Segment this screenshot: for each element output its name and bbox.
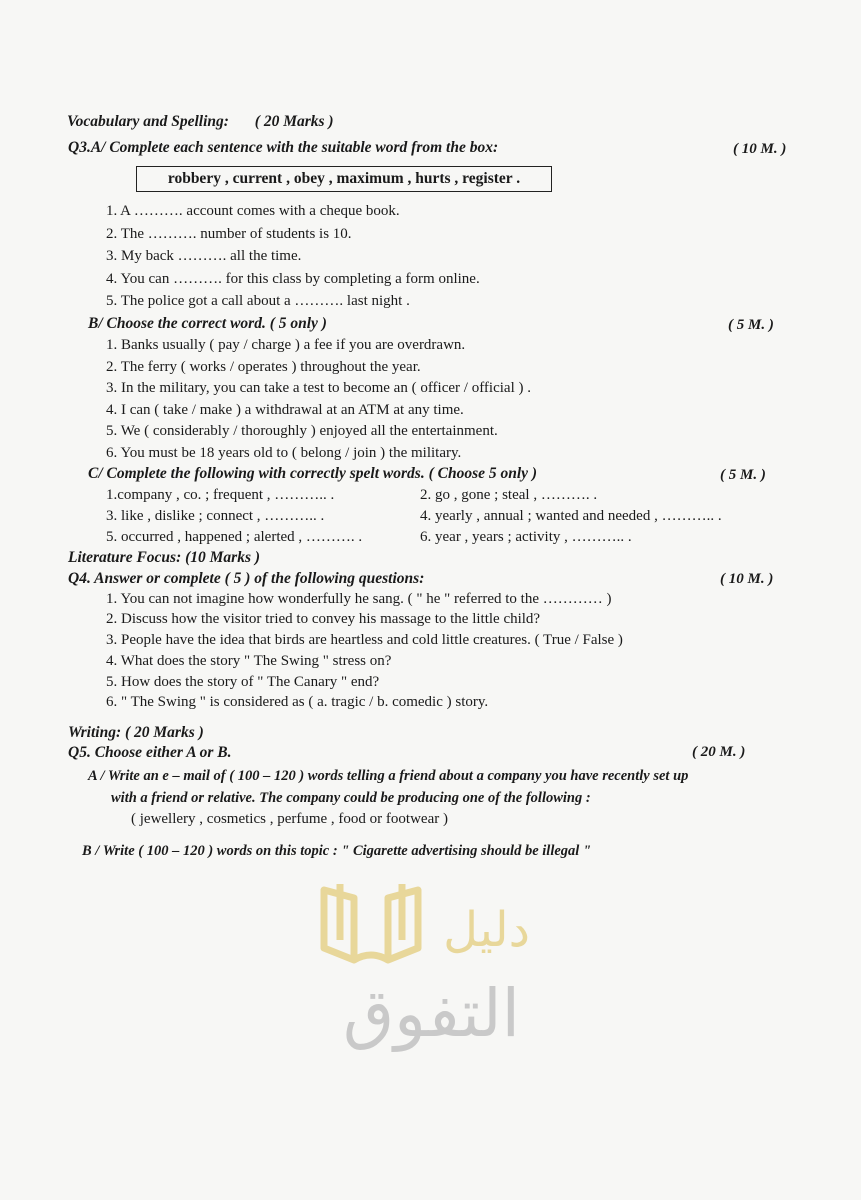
watermark-bottom-text: التفوق (342, 975, 520, 1052)
q4-title: Q4. Answer or complete ( 5 ) of the following questions: (68, 570, 425, 587)
q3c-right-3: 6. year , years ; activity , ……….. . (420, 529, 632, 545)
q5-b-line: B / Write ( 100 – 120 ) words on this topic : " Cigarette advertising should be illegal " (82, 843, 591, 859)
writing-heading: Writing: ( 20 Marks ) (68, 724, 204, 741)
q4-item-5: 5. How does the story of " The Canary " end? (106, 674, 380, 690)
q3a-title: Q3.A/ Complete each sentence with the suitable word from the box: (68, 139, 499, 156)
q3b-item-2: 2. The ferry ( works / operates ) throughout the year. (106, 359, 421, 375)
q3a-item-1: 1. A ………. account comes with a cheque book. (106, 203, 400, 219)
watermark-logo (300, 868, 550, 1068)
q3c-left-2: 3. like , dislike ; connect , ……….. . (106, 508, 325, 524)
q3a-marks: ( 10 M. ) (733, 141, 787, 157)
q3b-item-3: 3. In the military, you can take a test to become an ( officer / official ) . (106, 380, 531, 396)
q3c-left-1: 1.company , co. ; frequent , ……….. . (106, 487, 335, 503)
q3c-right-2: 4. yearly , annual ; wanted and needed , ……….. . (420, 508, 722, 524)
vocab-heading-text: Vocabulary and Spelling: (67, 113, 229, 130)
q3c-marks: ( 5 M. ) (720, 467, 766, 483)
q3a-item-4: 4. You can ………. for this class by completing a form online. (106, 271, 480, 287)
word-box (136, 166, 552, 192)
book-icon (300, 868, 550, 1068)
q3b-title: B/ Choose the correct word. ( 5 only ) (88, 315, 327, 332)
q4-item-3: 3. People have the idea that birds are heartless and cold little creatures. ( True / False ) (106, 632, 623, 648)
word-box-text: robbery , current , obey , maximum , hurts , register . (167, 170, 521, 187)
vocab-heading (67, 113, 334, 131)
q4-marks: ( 10 M. ) (720, 571, 774, 587)
q5-marks: ( 20 M. ) (692, 744, 746, 760)
q5-a-line-1: A / Write an e – mail of ( 100 – 120 ) words telling a friend about a company you have recently set up (88, 768, 689, 784)
q3a-item-2: 2. The ………. number of students is 10. (106, 226, 352, 242)
q5-a-line-2: with a friend or relative. The company could be producing one of the following : (111, 790, 591, 806)
q3b-marks: ( 5 M. ) (728, 317, 774, 333)
q3b-item-6: 6. You must be 18 years old to ( belong / join ) the military. (106, 445, 462, 461)
q5-a-line-3: ( jewellery , cosmetics , perfume , food or footwear ) (131, 811, 448, 827)
q4-item-1: 1. You can not imagine how wonderfully he sang. ( " he " referred to the ………… ) (106, 591, 612, 607)
q4-item-4: 4. What does the story " The Swing " stress on? (106, 653, 392, 669)
q3a-item-3: 3. My back ………. all the time. (106, 248, 302, 264)
q3c-right-1: 2. go , gone ; steal , ………. . (420, 487, 598, 503)
q3b-item-1: 1. Banks usually ( pay / charge ) a fee if you are overdrawn. (106, 337, 466, 353)
q3b-item-5: 5. We ( considerably / thoroughly ) enjoyed all the entertainment. (106, 423, 498, 439)
literature-heading: Literature Focus: (10 Marks ) (68, 549, 261, 566)
q3c-title: C/ Complete the following with correctly spelt words. ( Choose 5 only ) (88, 465, 538, 482)
q4-item-6: 6. " The Swing " is considered as ( a. tragic / b. comedic ) story. (106, 694, 489, 710)
q4-item-2: 2. Discuss how the visitor tried to convey his massage to the little child? (106, 611, 541, 627)
vocab-marks: ( 20 Marks ) (254, 113, 334, 130)
q3b-item-4: 4. I can ( take / make ) a withdrawal at an ATM at any time. (106, 402, 464, 418)
q5-title: Q5. Choose either A or B. (68, 744, 232, 761)
watermark-top-text: دليل (443, 902, 530, 958)
q3c-left-3: 5. occurred , happened ; alerted , ………. . (106, 529, 363, 545)
q3a-item-5: 5. The police got a call about a ………. last night . (106, 293, 410, 309)
